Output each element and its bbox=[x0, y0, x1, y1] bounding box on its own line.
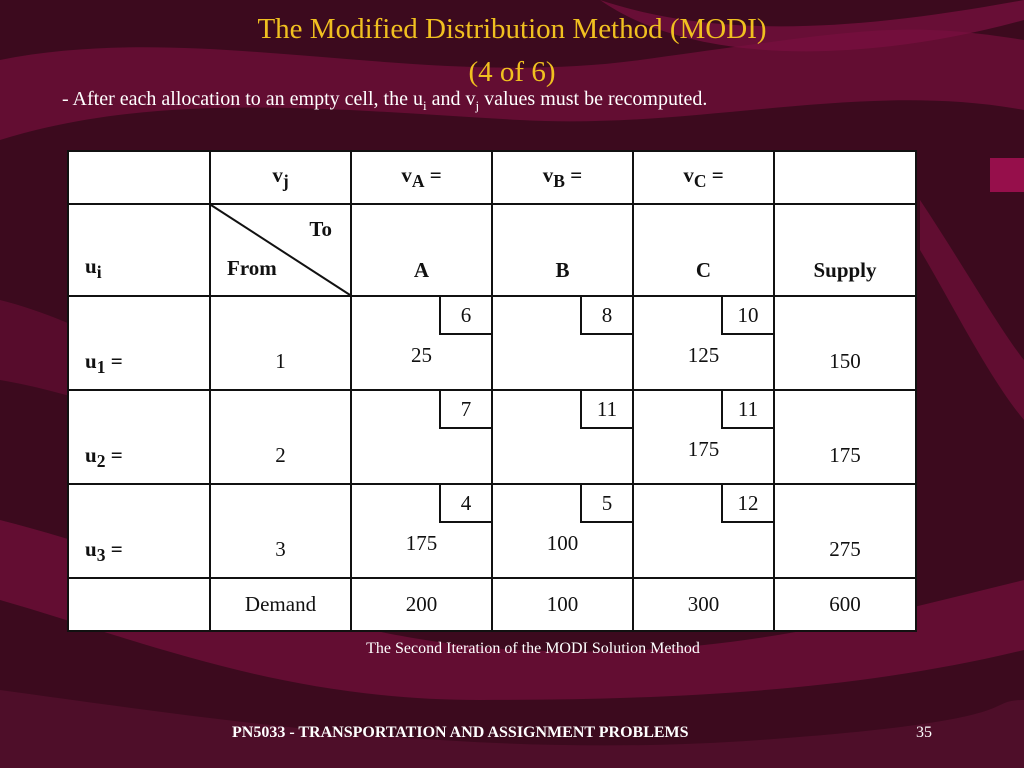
supply-2: 175 bbox=[774, 390, 916, 484]
page-number: 35 bbox=[916, 724, 932, 741]
cell-1b bbox=[492, 296, 633, 390]
vb-suffix: = bbox=[564, 162, 583, 187]
supply-3: 275 bbox=[774, 484, 916, 578]
destination-c: C bbox=[633, 204, 774, 296]
demand-label: Demand bbox=[210, 578, 351, 631]
cell-2c bbox=[633, 390, 774, 484]
total: 600 bbox=[774, 578, 916, 631]
allocation: 175 bbox=[687, 437, 720, 461]
slide-title-part: (4 of 6) bbox=[468, 56, 556, 88]
cost-box: 5 bbox=[580, 485, 632, 523]
from-label: From bbox=[227, 256, 277, 280]
vb-label: v bbox=[542, 162, 554, 187]
u-suffix: = bbox=[105, 443, 123, 467]
vc-label: v bbox=[683, 162, 694, 187]
to-from-cell bbox=[210, 204, 351, 296]
cell-1a bbox=[351, 296, 492, 390]
supply-1: 150 bbox=[774, 296, 916, 390]
slide-title: The Modified Distribution Method (MODI) bbox=[257, 13, 767, 45]
vb-header bbox=[492, 151, 633, 204]
demand-blank bbox=[68, 578, 210, 631]
vb-sub: B bbox=[553, 171, 565, 192]
cell-2a bbox=[351, 390, 492, 484]
modi-table bbox=[67, 150, 917, 632]
ui-label: u bbox=[85, 253, 97, 278]
bullet-text-2: and v bbox=[426, 88, 476, 110]
u2-label bbox=[68, 390, 210, 484]
vj-row bbox=[68, 151, 916, 204]
to-label: To bbox=[309, 217, 332, 241]
bullet-sub-i: i bbox=[422, 98, 427, 113]
ui-sub: i bbox=[96, 262, 102, 282]
cell-1c bbox=[633, 296, 774, 390]
demand-b: 100 bbox=[492, 578, 633, 631]
demand-a: 200 bbox=[351, 578, 492, 631]
vj-label: v bbox=[272, 162, 283, 187]
table-row bbox=[68, 296, 916, 390]
u3-label bbox=[68, 484, 210, 578]
destination-a: A bbox=[351, 204, 492, 296]
vc-sub: C bbox=[693, 171, 707, 192]
u-suffix: = bbox=[105, 349, 123, 373]
demand-c: 300 bbox=[633, 578, 774, 631]
cost-box: 4 bbox=[439, 485, 491, 523]
cost-box: 11 bbox=[721, 391, 773, 429]
u-suffix: = bbox=[105, 537, 123, 561]
table-row bbox=[68, 484, 916, 578]
table-row bbox=[68, 390, 916, 484]
cost-box: 10 bbox=[721, 297, 773, 335]
cost-box: 11 bbox=[580, 391, 632, 429]
cell-3b bbox=[492, 484, 633, 578]
cost-box: 12 bbox=[721, 485, 773, 523]
u-label: u bbox=[85, 443, 97, 467]
allocation: 125 bbox=[687, 343, 720, 367]
source-1: 1 bbox=[210, 296, 351, 390]
va-suffix: = bbox=[424, 162, 442, 187]
vc-suffix: = bbox=[706, 162, 724, 187]
va-label: v bbox=[401, 162, 412, 187]
u-sub: 2 bbox=[96, 451, 106, 472]
u1-label bbox=[68, 296, 210, 390]
slide-footer: PN5033 - TRANSPORTATION AND ASSIGNMENT PROBLEMS bbox=[232, 724, 689, 741]
header-row bbox=[68, 204, 916, 296]
bullet-text-1: - After each allocation to an empty cell, the u bbox=[62, 88, 423, 110]
vc-header bbox=[633, 151, 774, 204]
u-sub: 1 bbox=[96, 357, 106, 378]
demand-row bbox=[68, 578, 916, 631]
destination-b: B bbox=[492, 204, 633, 296]
cell-3a bbox=[351, 484, 492, 578]
bullet-sub-j: j bbox=[475, 98, 480, 113]
cost-box: 7 bbox=[439, 391, 491, 429]
cost-box: 8 bbox=[580, 297, 632, 335]
source-2: 2 bbox=[210, 390, 351, 484]
allocation: 25 bbox=[411, 343, 432, 367]
supply-header: Supply bbox=[774, 204, 916, 296]
vj-sub: j bbox=[282, 171, 289, 192]
cell-2b bbox=[492, 390, 633, 484]
source-3: 3 bbox=[210, 484, 351, 578]
corner-cell bbox=[68, 151, 210, 204]
cell-3c bbox=[633, 484, 774, 578]
va-header bbox=[351, 151, 492, 204]
slide-bullet bbox=[62, 88, 707, 114]
va-sub: A bbox=[411, 171, 425, 192]
blank-header bbox=[774, 151, 916, 204]
u-label: u bbox=[85, 349, 97, 373]
u-label: u bbox=[85, 537, 97, 561]
allocation: 175 bbox=[405, 531, 438, 555]
ui-header bbox=[68, 204, 210, 296]
allocation: 100 bbox=[546, 531, 579, 555]
u-sub: 3 bbox=[96, 545, 106, 566]
table-caption: The Second Iteration of the MODI Solution Method bbox=[366, 640, 700, 657]
vj-header bbox=[210, 151, 351, 204]
cost-box: 6 bbox=[439, 297, 491, 335]
bullet-text-3: values must be recomputed. bbox=[479, 88, 708, 110]
